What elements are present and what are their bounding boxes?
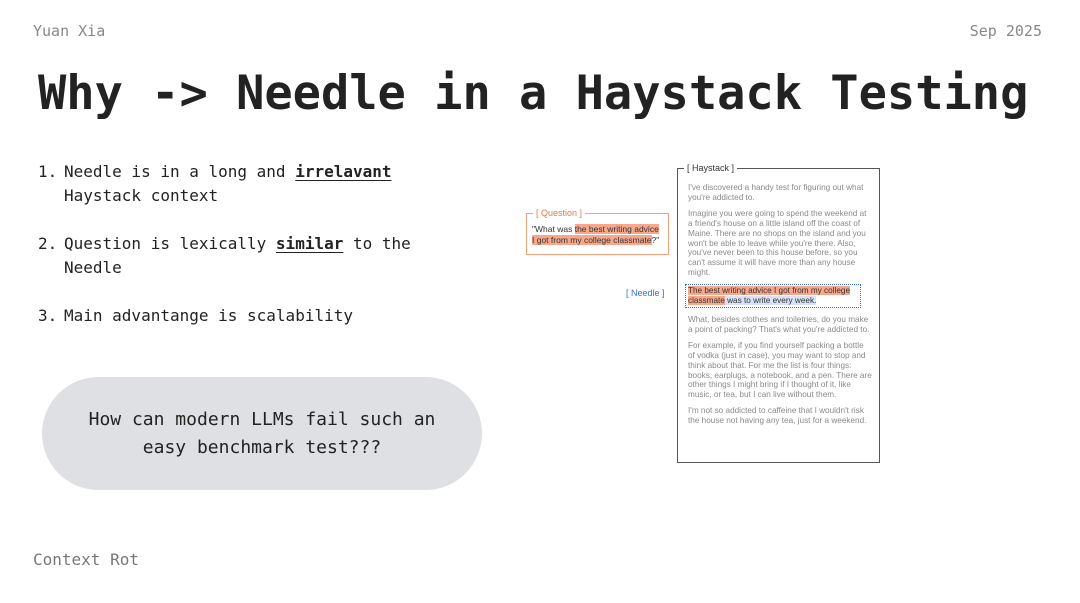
- point-text-before: Needle is in a long and: [64, 162, 296, 181]
- point-number: 1.: [38, 162, 58, 181]
- question-highlight: the best writing advice I got from my college classmate: [532, 224, 659, 245]
- author-name: Yuan Xia: [33, 22, 106, 40]
- point-text: [64, 160, 478, 208]
- slide-title: Why -> Needle in a Haystack Testing: [38, 66, 1029, 121]
- key-point-1: [38, 160, 478, 208]
- key-points-list: [38, 160, 478, 352]
- needle-rest: was to write every week.: [724, 296, 817, 306]
- key-point-3: [38, 304, 478, 328]
- question-box: [526, 208, 669, 255]
- haystack-label: [ Haystack ]: [684, 162, 737, 174]
- point-text-before: Question is lexically: [64, 234, 276, 253]
- point-emphasis: similar: [275, 234, 344, 253]
- question-suffix: ?": [651, 235, 660, 245]
- callout-pill: [42, 377, 482, 490]
- needle-haystack-diagram: [520, 160, 890, 470]
- point-text-before: Main advantange is scalability: [64, 306, 353, 325]
- needle-label: [ Needle ]: [626, 288, 665, 298]
- haystack-box: [677, 163, 880, 463]
- footer-topic: Context Rot: [33, 550, 139, 569]
- haystack-paragraph: What, besides clothes and toiletries, do you make a point of packing? That's what you're addicted to.: [688, 314, 870, 334]
- needle-sentence: [685, 284, 861, 308]
- key-point-2: [38, 232, 478, 280]
- point-number: 3.: [38, 306, 58, 325]
- question-label: [ Question ]: [533, 207, 585, 219]
- haystack-paragraph: Imagine you were going to spend the weekend at a friend's house on a little island off the coast of Maine. There are no shops on the island and you won't be able to leave while you're there. Also, you've never been to this house before, so you can't assume it will have more than any house might.: [688, 208, 867, 278]
- point-text: [64, 232, 478, 280]
- point-number: 2.: [38, 234, 58, 253]
- haystack-paragraph: For example, if you find yourself packing a bottle of vodka (just in case), you may want to stop and think about that. For me the list is four things: books, earplugs, a notebook, and a pen. There are other things I might bring if I thought of it, like music, or tea, but I can live without them.: [688, 340, 872, 400]
- question-prefix: "What was: [532, 224, 575, 234]
- callout-text: How can modern LLMs fail such an easy benchmark test???: [88, 408, 436, 458]
- point-text-after: to the Needle: [64, 234, 411, 277]
- point-emphasis: irrelavant: [295, 162, 392, 181]
- presentation-date: Sep 2025: [969, 22, 1042, 40]
- needle-highlight: The best writing advice I got from my college classmate: [688, 286, 850, 306]
- haystack-paragraph: I've discovered a handy test for figuring out what you're addicted to.: [688, 183, 864, 202]
- point-text-after: Haystack context: [64, 186, 219, 205]
- point-text: [64, 304, 478, 328]
- haystack-paragraph: I'm not so addicted to caffeine that I wouldn't risk the house not having any tea, just for a weekend.: [688, 406, 867, 426]
